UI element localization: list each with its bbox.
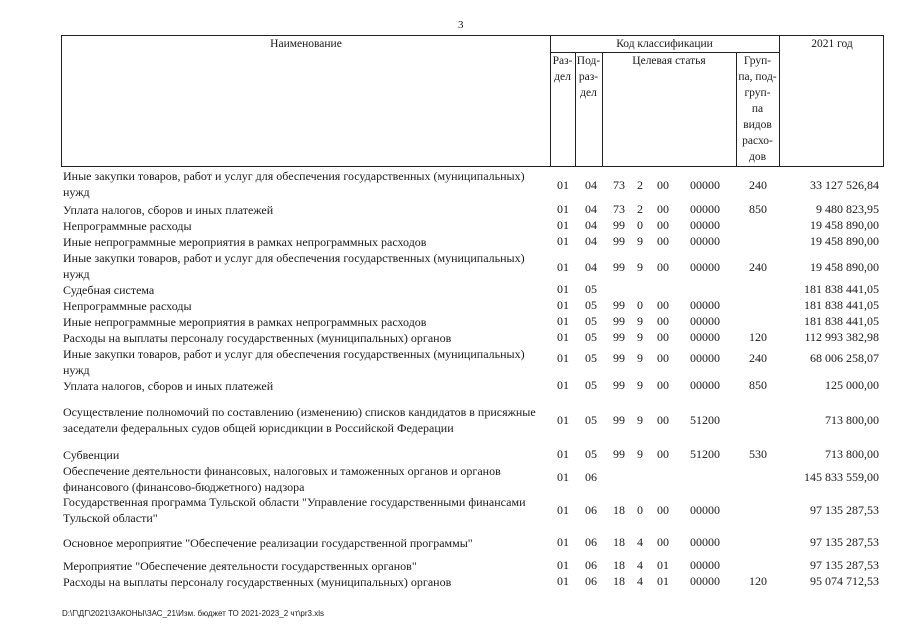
cell-razdel: 01 — [557, 503, 569, 517]
row-name: Иные закупки товаров, работ и услуг для обеспечения государственных (муниципальных) нужд — [63, 347, 525, 377]
table-row — [61, 218, 901, 234]
cell-cs2: 9 — [637, 314, 643, 328]
header-target-article: Целевая статья — [632, 55, 706, 67]
header-code-classification: Код классификации — [616, 38, 713, 50]
cell-razdel: 01 — [557, 470, 569, 484]
cell-cs3: 00 — [657, 178, 669, 192]
cell-cs1: 73 — [613, 178, 625, 192]
page-number: 3 — [458, 19, 464, 31]
cell-cs1: 99 — [613, 413, 625, 427]
row-name: Уплата налогов, сборов и иных платежей — [63, 203, 274, 217]
cell-cs3: 00 — [657, 260, 669, 274]
table-row — [61, 234, 901, 250]
cell-cs1: 18 — [613, 574, 625, 588]
table-row — [61, 494, 901, 526]
cell-cs1: 99 — [613, 351, 625, 365]
cell-razdel: 01 — [557, 260, 569, 274]
cell-razdel: 01 — [557, 413, 569, 427]
cell-amount: 19 458 890,00 — [810, 218, 879, 232]
cell-cs1: 18 — [613, 535, 625, 549]
table-row — [61, 447, 901, 463]
cell-cs3: 00 — [657, 202, 669, 216]
cell-cs3: 00 — [657, 298, 669, 312]
cell-amount: 95 074 712,53 — [810, 574, 879, 588]
row-name: Иные закупки товаров, работ и услуг для обеспечения государственных (муниципальных) нужд — [63, 251, 525, 281]
row-name: Непрограммные расходы — [63, 299, 192, 313]
cell-podrazdel: 06 — [585, 558, 597, 572]
cell-cs2: 9 — [637, 447, 643, 461]
cell-vid: 850 — [749, 202, 767, 216]
table-row — [61, 250, 901, 282]
cell-amount: 713 800,00 — [825, 447, 879, 461]
cell-podrazdel: 05 — [585, 447, 597, 461]
cell-vid: 120 — [749, 574, 767, 588]
cell-cs4: 00000 — [690, 351, 720, 365]
table-row — [61, 558, 901, 574]
cell-cs3: 00 — [657, 447, 669, 461]
cell-cs3: 00 — [657, 535, 669, 549]
cell-cs2: 9 — [637, 234, 643, 248]
cell-cs1: 99 — [613, 234, 625, 248]
cell-amount: 68 006 258,07 — [810, 351, 879, 365]
cell-cs4: 00000 — [690, 574, 720, 588]
table-row — [61, 202, 901, 218]
cell-cs4: 00000 — [690, 535, 720, 549]
cell-cs2: 0 — [637, 503, 643, 517]
cell-podrazdel: 05 — [585, 282, 597, 296]
cell-amount: 181 838 441,05 — [804, 298, 879, 312]
cell-cs3: 01 — [657, 574, 669, 588]
table-row — [61, 330, 901, 346]
cell-razdel: 01 — [557, 314, 569, 328]
cell-vid: 240 — [749, 178, 767, 192]
row-name: Государственная программа Тульской области "Управление государственными финансами Тульской области" — [63, 495, 526, 525]
cell-vid: 240 — [749, 351, 767, 365]
cell-podrazdel: 05 — [585, 330, 597, 344]
cell-amount: 19 458 890,00 — [810, 260, 879, 274]
cell-cs1: 18 — [613, 558, 625, 572]
row-name: Судебная система — [63, 283, 155, 297]
row-name: Расходы на выплаты персоналу государственных (муниципальных) органов — [63, 575, 452, 589]
cell-podrazdel: 04 — [585, 234, 597, 248]
cell-podrazdel: 06 — [585, 470, 597, 484]
cell-cs1: 18 — [613, 503, 625, 517]
cell-vid: 120 — [749, 330, 767, 344]
cell-cs4: 00000 — [690, 298, 720, 312]
cell-amount: 9 480 823,95 — [816, 202, 879, 216]
cell-cs4: 00000 — [690, 558, 720, 572]
cell-cs3: 00 — [657, 330, 669, 344]
cell-cs4: 00000 — [690, 314, 720, 328]
cell-cs4: 00000 — [690, 503, 720, 517]
cell-cs2: 9 — [637, 413, 643, 427]
cell-podrazdel: 06 — [585, 503, 597, 517]
cell-cs1: 99 — [613, 378, 625, 392]
row-name: Осуществление полномочий по составлению (изменению) списков кандидатов в присяжные заседатели федеральных судов общей юрисдикции в Российской Федерации — [63, 405, 536, 435]
header-name: Наименование — [270, 38, 342, 50]
cell-razdel: 01 — [557, 178, 569, 192]
cell-podrazdel: 06 — [585, 574, 597, 588]
cell-cs2: 0 — [637, 218, 643, 232]
cell-razdel: 01 — [557, 378, 569, 392]
file-path-footer: D:\Г\ДГ\2021\ЗАКОНЫ\ЗАС_21\Изм. бюджет ТО 2021-2023_2 чт\pr3.xls — [62, 609, 324, 618]
cell-cs4: 00000 — [690, 178, 720, 192]
row-name: Мероприятие "Обеспечение деятельности государственных органов" — [63, 559, 417, 573]
header-podrazdel: Под- раз- дел — [576, 55, 601, 99]
cell-cs3: 00 — [657, 218, 669, 232]
table-header — [61, 35, 884, 167]
cell-vid: 530 — [749, 447, 767, 461]
cell-cs2: 4 — [637, 574, 643, 588]
table-row — [61, 574, 901, 590]
cell-podrazdel: 04 — [585, 202, 597, 216]
cell-amount: 19 458 890,00 — [810, 234, 879, 248]
cell-amount: 33 127 526,84 — [810, 178, 879, 192]
cell-amount: 145 833 559,00 — [804, 470, 879, 484]
cell-cs3: 00 — [657, 234, 669, 248]
cell-cs1: 73 — [613, 202, 625, 216]
cell-podrazdel: 05 — [585, 378, 597, 392]
table-row — [61, 314, 901, 330]
row-name: Основное мероприятие "Обеспечение реализации государственной программы" — [63, 536, 473, 550]
cell-razdel: 01 — [557, 234, 569, 248]
cell-amount: 181 838 441,05 — [804, 282, 879, 296]
cell-cs1: 99 — [613, 298, 625, 312]
cell-amount: 112 993 382,98 — [804, 330, 879, 344]
row-name: Непрограммные расходы — [63, 219, 192, 233]
cell-podrazdel: 04 — [585, 260, 597, 274]
cell-razdel: 01 — [557, 558, 569, 572]
cell-cs4: 00000 — [690, 330, 720, 344]
cell-cs3: 00 — [657, 378, 669, 392]
table-row — [61, 168, 901, 199]
table-row — [61, 404, 901, 438]
cell-cs2: 4 — [637, 535, 643, 549]
cell-razdel: 01 — [557, 218, 569, 232]
row-name: Иные непрограммные мероприятия в рамках непрограммных расходов — [63, 235, 427, 249]
cell-amount: 181 838 441,05 — [804, 314, 879, 328]
cell-podrazdel: 06 — [585, 535, 597, 549]
cell-cs2: 9 — [637, 330, 643, 344]
cell-podrazdel: 05 — [585, 413, 597, 427]
cell-cs4: 00000 — [690, 234, 720, 248]
cell-podrazdel: 05 — [585, 351, 597, 365]
cell-amount: 125 000,00 — [825, 378, 879, 392]
row-name: Субвенции — [63, 448, 120, 462]
cell-cs2: 2 — [637, 202, 643, 216]
header-year: 2021 год — [811, 38, 853, 50]
cell-cs3: 00 — [657, 503, 669, 517]
row-name: Расходы на выплаты персоналу государственных (муниципальных) органов — [63, 331, 452, 345]
table-row — [61, 346, 901, 378]
cell-cs1: 99 — [613, 260, 625, 274]
cell-razdel: 01 — [557, 574, 569, 588]
cell-cs3: 00 — [657, 413, 669, 427]
cell-cs1: 99 — [613, 447, 625, 461]
cell-amount: 97 135 287,53 — [810, 535, 879, 549]
cell-cs3: 00 — [657, 351, 669, 365]
table-row — [61, 298, 901, 314]
cell-podrazdel: 04 — [585, 178, 597, 192]
cell-vid: 240 — [749, 260, 767, 274]
row-name: Иные закупки товаров, работ и услуг для обеспечения государственных (муниципальных) нужд — [63, 169, 525, 199]
row-name: Уплата налогов, сборов и иных платежей — [63, 379, 274, 393]
cell-razdel: 01 — [557, 330, 569, 344]
cell-vid: 850 — [749, 378, 767, 392]
cell-amount: 713 800,00 — [825, 413, 879, 427]
cell-cs4: 00000 — [690, 218, 720, 232]
header-expense-group: Груп- па, под- груп- па видов расхо- дов — [738, 55, 777, 163]
cell-razdel: 01 — [557, 298, 569, 312]
cell-cs4: 00000 — [690, 378, 720, 392]
cell-amount: 97 135 287,53 — [810, 503, 879, 517]
row-name: Иные непрограммные мероприятия в рамках непрограммных расходов — [63, 315, 427, 329]
header-razdel: Раз- дел — [552, 55, 573, 83]
cell-podrazdel: 05 — [585, 298, 597, 312]
cell-cs4: 51200 — [690, 447, 720, 461]
table-row — [61, 535, 901, 551]
cell-razdel: 01 — [557, 282, 569, 296]
cell-razdel: 01 — [557, 535, 569, 549]
table-row — [61, 463, 901, 495]
cell-cs1: 99 — [613, 218, 625, 232]
cell-cs2: 2 — [637, 178, 643, 192]
cell-cs2: 0 — [637, 298, 643, 312]
cell-cs3: 00 — [657, 314, 669, 328]
cell-cs4: 00000 — [690, 202, 720, 216]
table-row — [61, 378, 901, 394]
cell-cs1: 99 — [613, 314, 625, 328]
cell-cs3: 01 — [657, 558, 669, 572]
row-name: Обеспечение деятельности финансовых, налоговых и таможенных органов и органов финансового (финансово-бюджетного) надзора — [63, 464, 501, 494]
cell-cs1: 99 — [613, 330, 625, 344]
cell-razdel: 01 — [557, 202, 569, 216]
table-row — [61, 282, 901, 298]
cell-cs2: 9 — [637, 378, 643, 392]
cell-podrazdel: 05 — [585, 314, 597, 328]
cell-cs2: 9 — [637, 351, 643, 365]
cell-cs4: 51200 — [690, 413, 720, 427]
cell-podrazdel: 04 — [585, 218, 597, 232]
cell-cs4: 00000 — [690, 260, 720, 274]
cell-cs2: 9 — [637, 260, 643, 274]
cell-cs2: 4 — [637, 558, 643, 572]
cell-razdel: 01 — [557, 447, 569, 461]
cell-razdel: 01 — [557, 351, 569, 365]
cell-amount: 97 135 287,53 — [810, 558, 879, 572]
